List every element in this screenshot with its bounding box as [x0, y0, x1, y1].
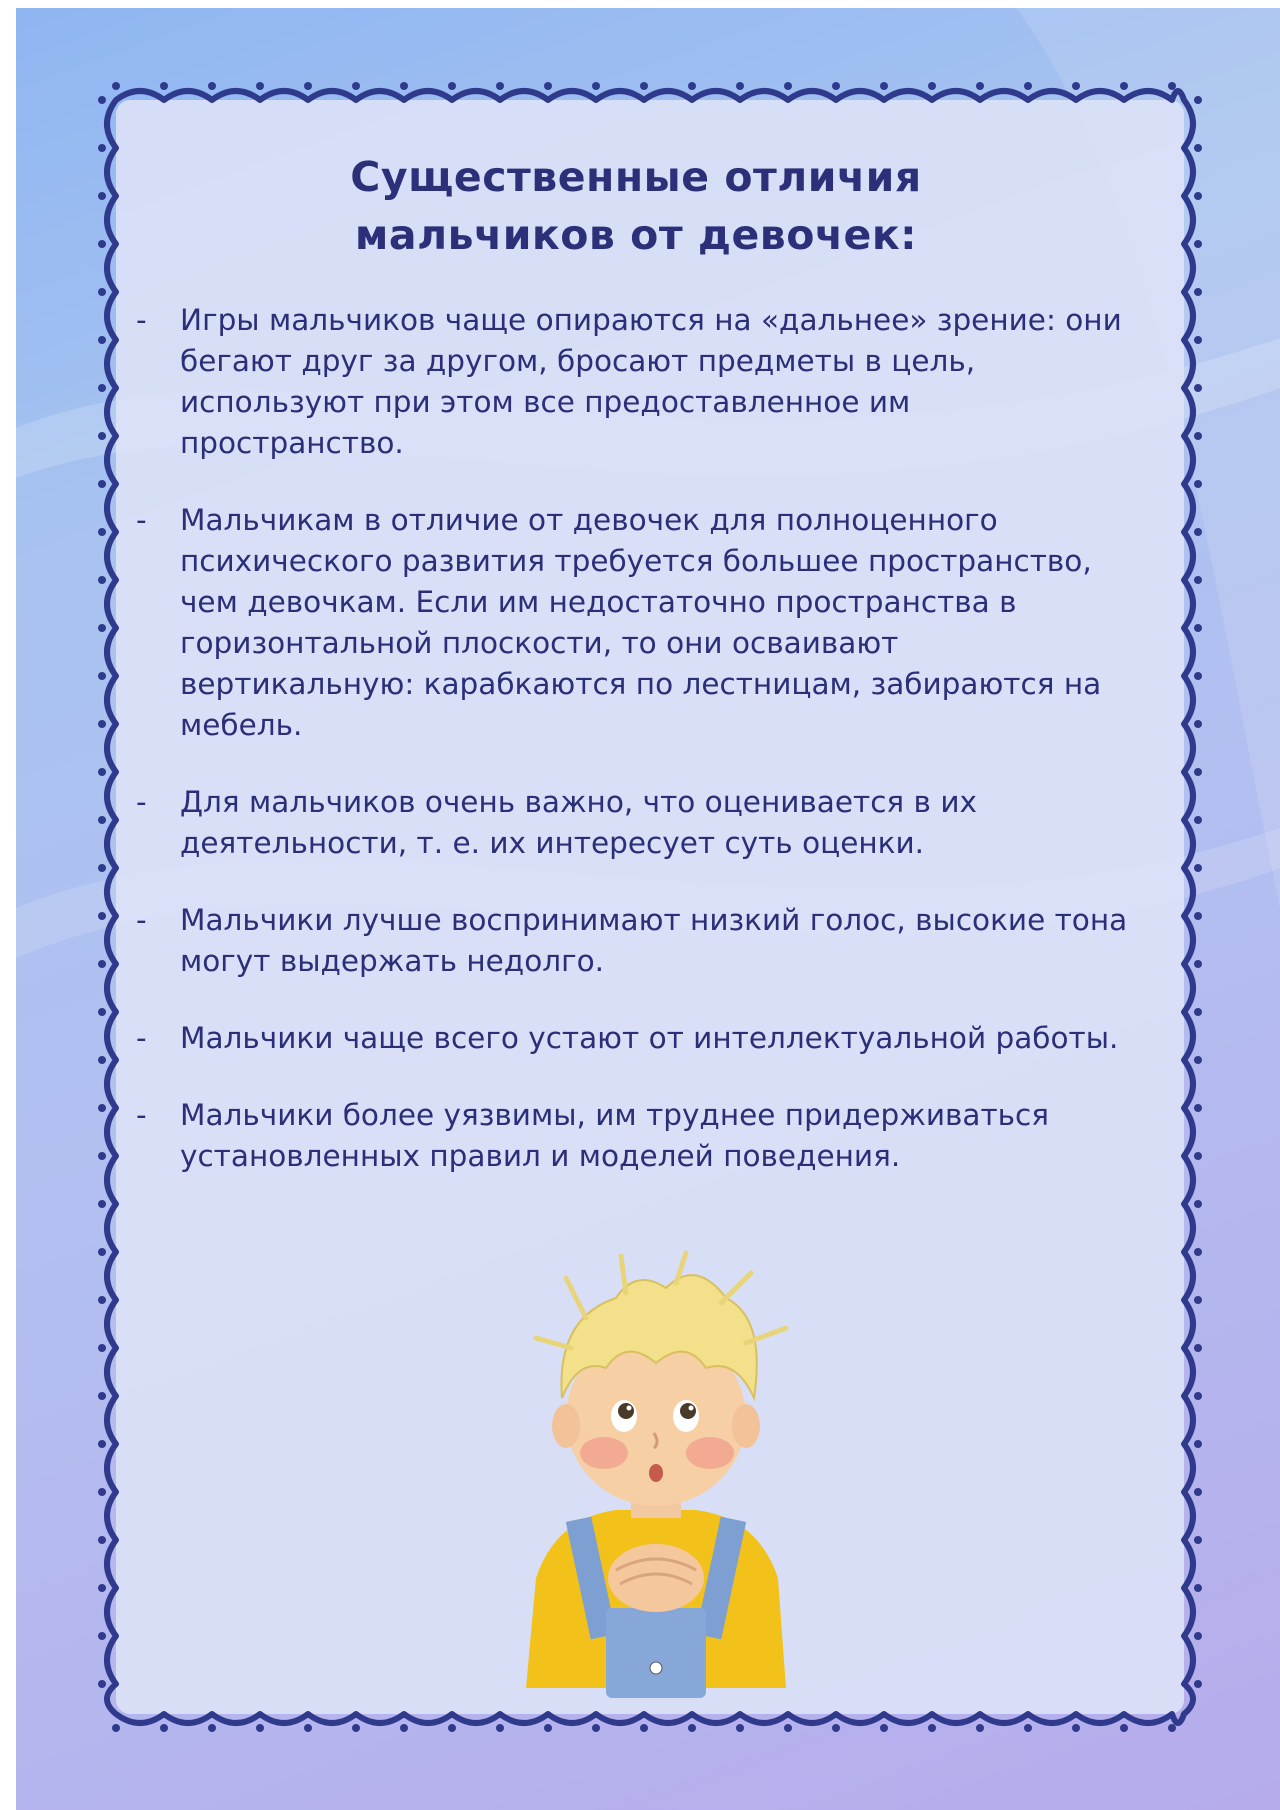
list-item	[136, 782, 1136, 864]
title-line-2: мальчиков от девочек:	[354, 211, 918, 259]
list-item-text: Мальчикам в отличие от девочек для полноценного психического развития требуется большее пространство, чем девочкам. Если им недостаточно пространства в горизонтальной плоскости, то они осваивают вертикальную: карабкаются по лестницам, забираются на мебель.	[180, 503, 1102, 742]
list-item-text: Мальчики чаще всего устают от интеллектуальной работы.	[180, 1021, 1119, 1055]
list-item	[136, 500, 1136, 746]
list-item-text: Мальчики лучше воспринимают низкий голос, высокие тона могут выдержать недолго.	[180, 903, 1128, 978]
bullet-dash: -	[136, 903, 147, 937]
list-item	[136, 900, 1136, 982]
list-item	[136, 1018, 1136, 1059]
list-item-text: Игры мальчиков чаще опираются на «дальнее» зрение: они бегают друг за другом, бросают предметы в цель, используют при этом все предоставленное им пространство.	[180, 303, 1122, 460]
poster	[16, 8, 1280, 1810]
boy-illustration	[496, 1248, 816, 1698]
list-item-text: Для мальчиков очень важно, что оценивается в их деятельности, т. е. их интересует суть оценки.	[180, 785, 977, 860]
bullet-dash: -	[136, 1098, 147, 1132]
list-item	[136, 300, 1136, 464]
bullet-dash: -	[136, 503, 147, 537]
list-item-text: Мальчики более уязвимы, им труднее придерживаться установленных правил и моделей поведения.	[180, 1098, 1049, 1173]
content	[136, 148, 1136, 1213]
page-title	[136, 148, 1136, 264]
list-item	[136, 1095, 1136, 1177]
bullet-dash: -	[136, 303, 147, 337]
bullet-dash: -	[136, 785, 147, 819]
title-line-1: Существенные отличия	[350, 153, 922, 201]
bullet-dash: -	[136, 1021, 147, 1055]
